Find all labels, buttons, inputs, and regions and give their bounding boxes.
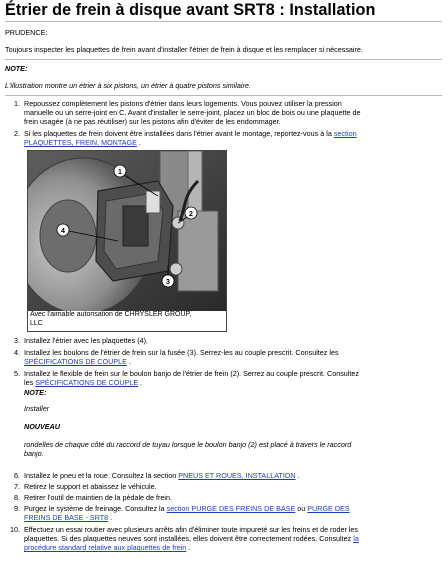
step-2-line-2 (24, 138, 141, 147)
step-9-link-purge-srt8-b[interactable]: FREINS DE BASE - SRT8 (24, 513, 109, 522)
step-2-link-plaquettes[interactable]: PLAQUETTES, FREIN, MONTAGE (24, 138, 137, 147)
step-5-note-nouveau: NOUVEAU (24, 422, 60, 431)
step-4-text: Installez les boulons de l'étrier de frein sur la fusée (3). Serrez-les au couple prescrit. Consultez les (24, 348, 339, 357)
step-5-note-label: NOTE: (24, 388, 47, 397)
step-7-text: Retirez le support et abaissez le véhicule. (24, 482, 157, 491)
step-10-link-la[interactable]: la (353, 534, 359, 543)
note-label: NOTE: (5, 64, 28, 73)
step-10-body: plaquettes. Si des plaquettes neuves sont installées, elles doivent être correctement rodées. Consultez (24, 534, 352, 543)
step-8-text: Retirer l'outil de maintien de la pédale de frein. (24, 493, 173, 502)
step-5-text: Installez le flexible de frein sur le boulon banjo de l'étrier de frein (2). Serrez au couple prescrit. Consultez (24, 369, 359, 378)
step-6-end: . (297, 471, 300, 480)
step-2-body: Si les plaquettes de frein doivent être installées dans l'étrier avant le montage, reportez-vous à la (24, 129, 332, 138)
brake-caliper-illustration (28, 151, 226, 331)
step-10-line-1: Effectuez un essai routier avec plusieurs arrêts afin d'éliminer toute impureté sur les freins et de roder les (24, 525, 359, 534)
step-2-text (24, 129, 357, 138)
step-10-end: . (188, 543, 191, 552)
step-5-line-2 (24, 378, 142, 387)
prudence-text: Toujours inspecter les plaquettes de frein avant d'installer l'étrier de frein à disque et les remplacer si nécessaire. (5, 45, 363, 54)
step-9-link-purge[interactable]: section PURGE DES FREINS DE BASE (166, 504, 296, 513)
page-title: Étrier de frein à disque avant SRT8 : Installation (5, 1, 376, 19)
callout-2-label: 2 (189, 211, 193, 218)
step-9-link-purge-srt8-a[interactable]: PURGE DES (307, 504, 350, 513)
step-3-text: Installez l'étrier avec les plaquettes (4). (24, 336, 149, 345)
step-4-line-2 (24, 357, 131, 366)
step-10-link-procedure[interactable]: procédure standard relative aux plaquettes de frein (24, 543, 187, 552)
step-10-number: 10. (10, 525, 20, 534)
step-4-end: . (128, 357, 131, 366)
step-9-line-2 (24, 513, 112, 522)
figure-caption-line-1: Avec l'aimable autorisation de CHRYSLER GROUP, (30, 311, 192, 318)
step-6-text (24, 471, 300, 480)
step-4-number: 4. (14, 348, 20, 357)
callout-1-label: 1 (118, 169, 122, 176)
prudence-label: PRUDENCE: (5, 28, 48, 37)
step-5-note-line-1: rondelles de chaque côté du raccord de tuyau lorsque le boulon banjo (2) est placé à travers le raccord (24, 440, 352, 449)
callout-4-label: 4 (61, 228, 65, 235)
step-10-line-2 (24, 534, 359, 543)
step-9-body: Purgez le système de freinage. Consultez la (24, 504, 165, 513)
section-divider-2 (5, 95, 442, 96)
step-1-line-1: Repoussez complètement les pistons d'étrier dans leurs logements. Vous pouvez utiliser la pression (24, 99, 342, 108)
section-divider (5, 59, 442, 60)
step-6-body: Installez le pneu et la roue. Consultez la section (24, 471, 177, 480)
step-5-number: 5. (14, 369, 20, 378)
figure-caption-line-2: LLC (30, 320, 43, 327)
step-5-end: . (140, 378, 143, 387)
step-6-number: 6. (14, 471, 20, 480)
step-4-link-torque[interactable]: SPÉCIFICATIONS DE COUPLE (24, 357, 127, 366)
note-text: L'illustration montre un étrier à six pistons, un étrier à quatre pistons similaire. (5, 81, 251, 90)
step-5-note-installer: Installer (24, 404, 50, 413)
step-2-number: 2. (14, 129, 20, 138)
step-5-link-torque[interactable]: SPÉCIFICATIONS DE COUPLE (35, 378, 139, 387)
step-1-line-2: manuelle ou un serre-joint en C. Avant d'installer le serre-joint, placez un bloc de bois ou une plaquette de (24, 108, 361, 117)
step-6-link-wheels[interactable]: PNEUS ET ROUES, INSTALLATION (178, 471, 296, 480)
step-2-end: . (138, 138, 141, 147)
step-1-number: 1. (14, 99, 20, 108)
step-9-ou: ou (297, 504, 306, 513)
title-divider (5, 21, 442, 22)
step-9-text (24, 504, 350, 513)
step-9-end: . (110, 513, 113, 522)
step-5-note-line-2: banjo. (24, 449, 44, 458)
step-5-les: les (24, 378, 34, 387)
step-3-number: 3. (14, 336, 20, 345)
callout-3-label: 3 (166, 279, 170, 286)
step-7-number: 7. (14, 482, 20, 491)
step-1-line-3: frein usagée (à ne pas réutiliser) sur les pistons afin d'éviter de les endommager. (24, 117, 281, 126)
step-2-link-section[interactable]: section (333, 129, 357, 138)
brake-caliper-figure (27, 150, 227, 332)
step-8-number: 8. (14, 493, 20, 502)
step-9-number: 9. (14, 504, 20, 513)
step-10-line-3 (24, 543, 190, 552)
